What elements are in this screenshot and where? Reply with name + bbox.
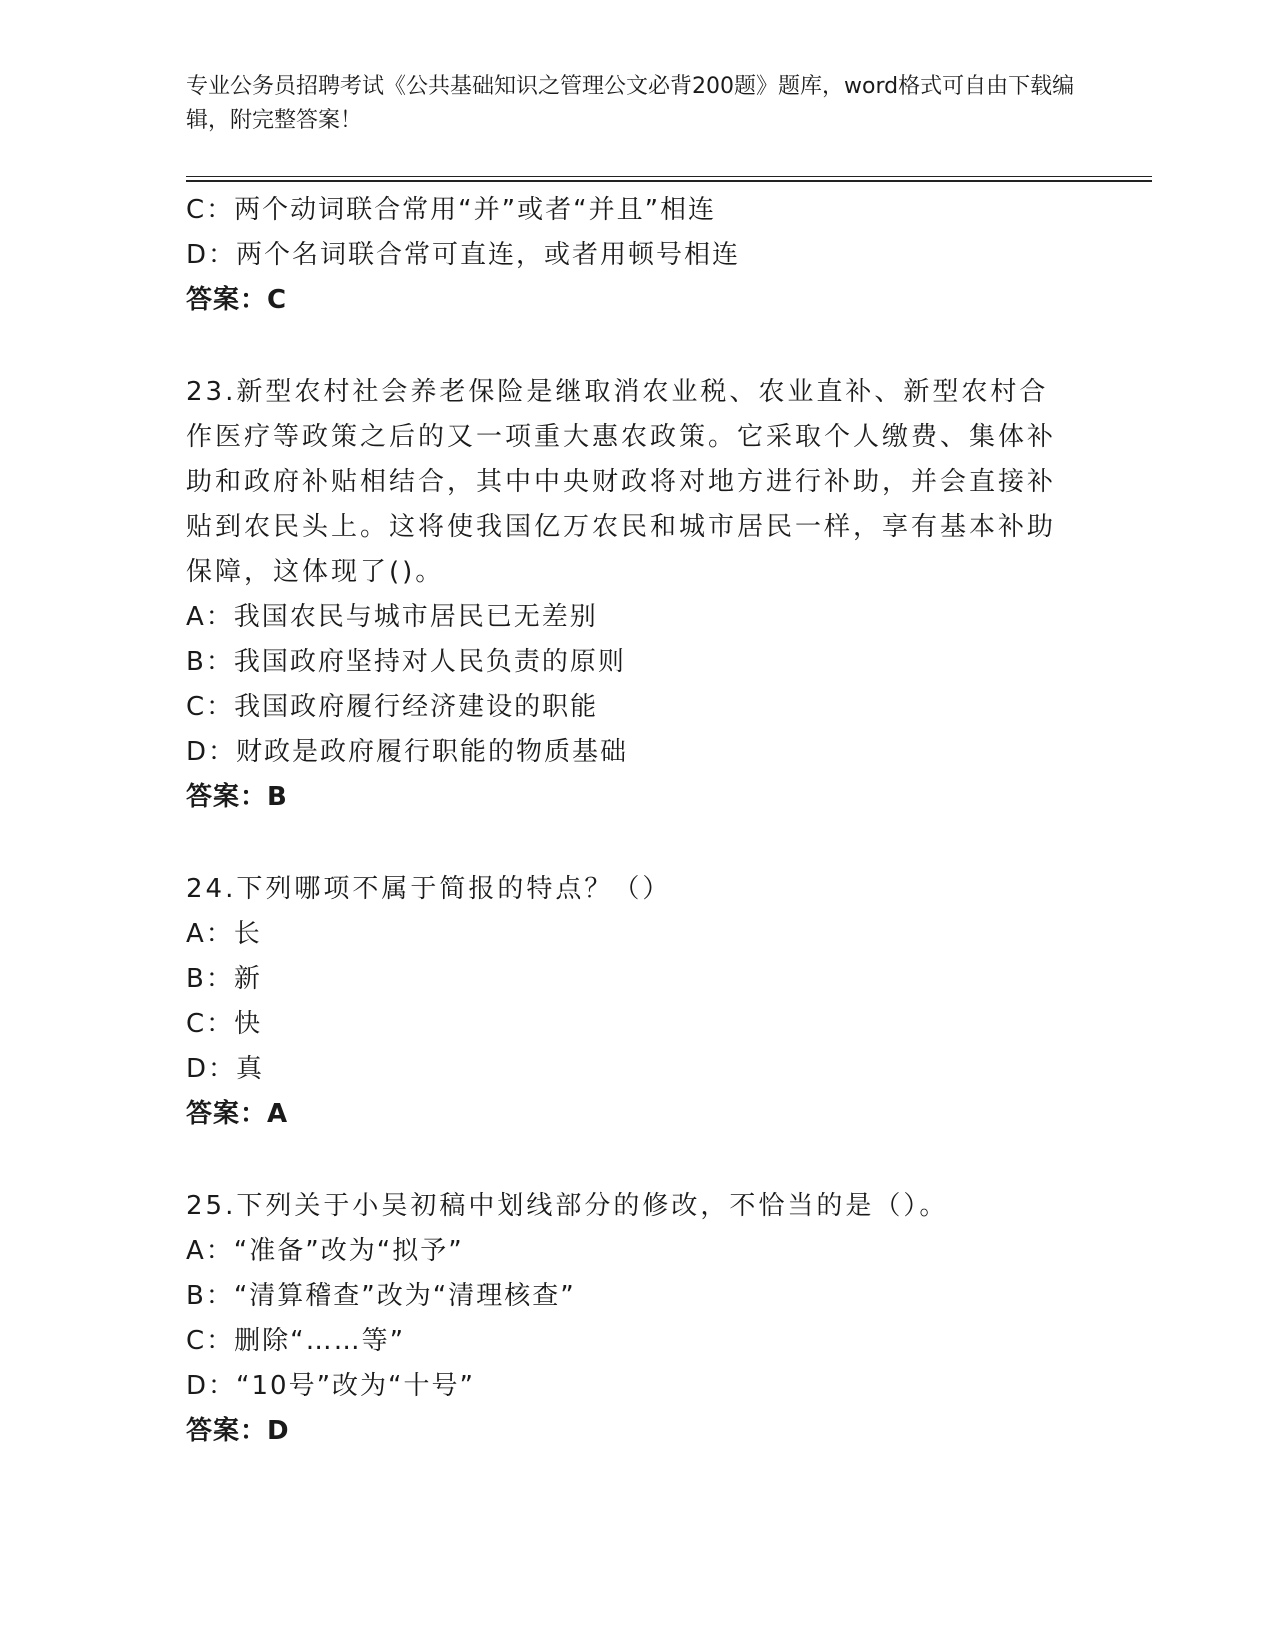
option-d: D：财政是政府履行职能的物质基础 [186,737,629,767]
option-a: A：长 [186,919,262,949]
answer-line: 答案：A [186,1099,289,1129]
option-d: D：“10号”改为“十号” [186,1371,475,1401]
option-d: D：两个名词联合常可直连，或者用顿号相连 [186,240,741,270]
option-b: B：我国政府坚持对人民负责的原则 [186,647,626,677]
option-b: B：“清算稽查”改为“清理核查” [186,1281,576,1311]
option-b: B：新 [186,964,262,994]
option-c: C：两个动词联合常用“并”或者“并且”相连 [186,195,717,225]
question-stem: 24.下列哪项不属于简报的特点？（） [186,874,672,904]
option-d: D：真 [186,1054,265,1084]
question-23 [186,370,1086,820]
answer-line: 答案：D [186,1416,290,1446]
page-header: 专业公务员招聘考试《公共基础知识之管理公文必背200题》题库，word格式可自由下载编辑，附完整答案！ [186,74,1075,133]
header-divider-thick [186,180,1152,182]
option-a: A：我国农民与城市居民已无差别 [186,602,598,632]
question-stem: 25.下列关于小吴初稿中划线部分的修改，不恰当的是（）。 [186,1191,949,1221]
question-24 [186,867,1086,1137]
option-c: C：我国政府履行经济建设的职能 [186,692,599,722]
answer-line: 答案：B [186,782,288,812]
option-a: A：“准备”改为“拟予” [186,1236,464,1266]
question-25 [186,1184,1086,1454]
question-stem: 23.新型农村社会养老保险是继取消农业税、农业直补、新型农村合作医疗等政策之后的又一项重大惠农政策。它采取个人缴费、集体补助和政府补贴相结合，其中中央财政将对地方进行补助，并会直接补贴到农民头上。这将使我国亿万农民和城市居民一样，享有基本补助保障，这体现了()。 [186,377,1057,587]
option-c: C：删除“……等” [186,1326,406,1356]
option-c: C：快 [186,1009,263,1039]
answer-line: 答案：C [186,285,288,315]
question-22-continued [186,188,1086,323]
document-body [186,188,1086,1454]
header-divider [186,176,1152,177]
